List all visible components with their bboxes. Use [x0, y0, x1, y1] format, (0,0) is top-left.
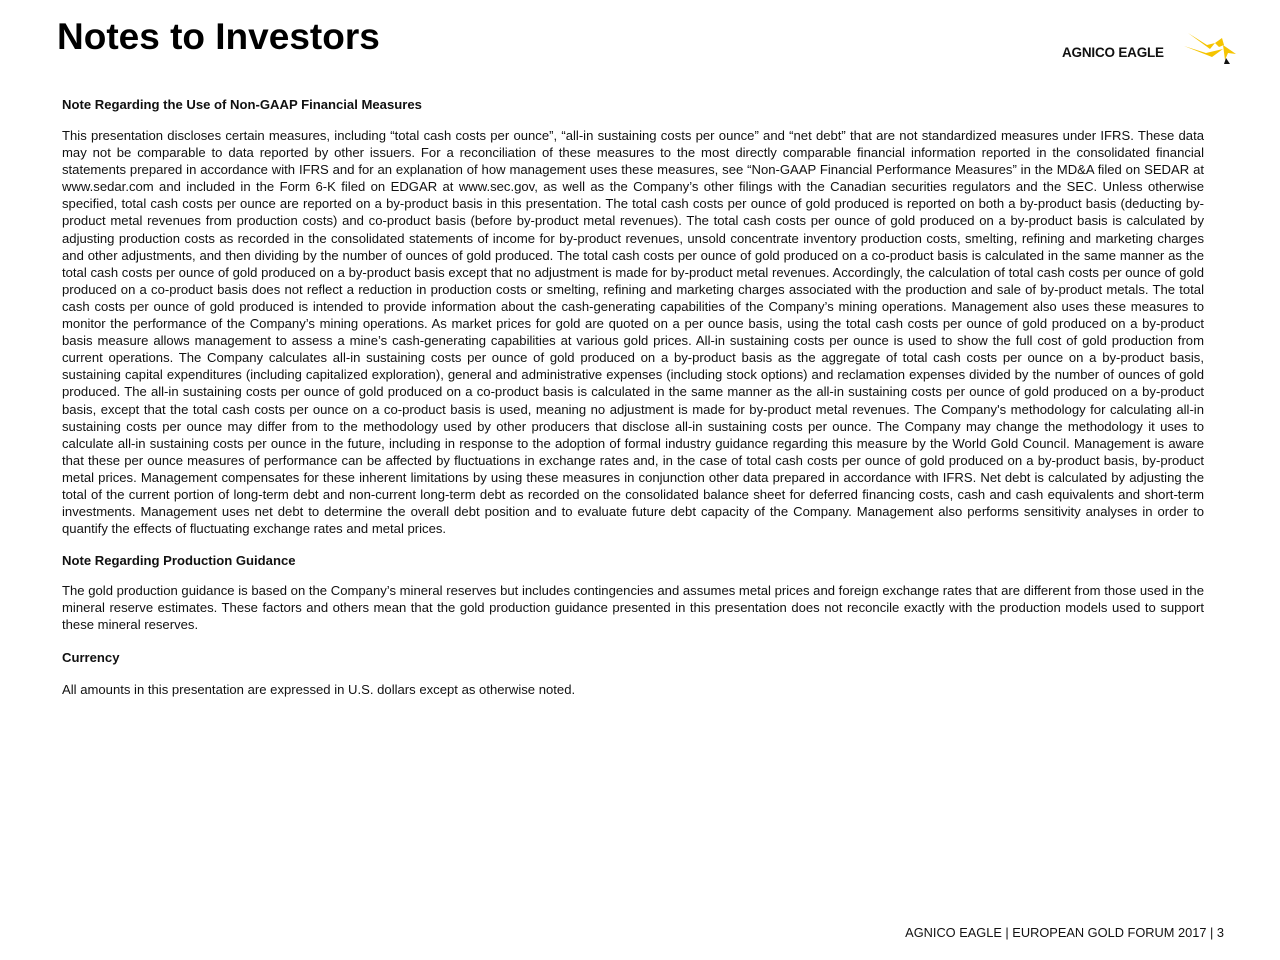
eagle-wing-icon	[1182, 30, 1238, 72]
page-footer: AGNICO EAGLE | EUROPEAN GOLD FORUM 2017 | 3	[905, 925, 1224, 940]
paragraph-production-guidance: The gold production guidance is based on the Company’s mineral reserves but includes contingencies and assumes metal prices and foreign exchange rates that are different from those used in the mineral reserve estimates. These factors and others mean that the gold production guidance presented in this presentation does not reconcile exactly with the production models used to support these mineral reserves.	[62, 583, 1204, 633]
notes-content	[62, 96, 1204, 698]
page-title: Notes to Investors	[57, 16, 380, 57]
section-heading-non-gaap: Note Regarding the Use of Non-GAAP Financial Measures	[62, 97, 422, 112]
section-heading-currency: Currency	[62, 649, 120, 665]
section-heading-production-guidance: Note Regarding Production Guidance	[62, 553, 296, 569]
logo-wordmark: AGNICO EAGLE	[1062, 45, 1164, 60]
paragraph-non-gaap: This presentation discloses certain measures, including “total cash costs per ounce”, “all-in sustaining costs per ounce” and “net debt” that are not standardized measures under IFRS. These data may not be comparable to data reported by other issuers. For a reconciliation of these measures to the most directly comparable financial information reported in the consolidated financial statements prepared in accordance with IFRS and for an explanation of how management uses these measures, see “Non-GAAP Financial Performance Measures” in the MD&A filed on SEDAR at www.sedar.com and included in the Form 6-K filed on EDGAR at www.sec.gov, as well as the Company’s other filings with the Canadian securities regulators and the SEC. Unless otherwise specified, total cash costs per ounce are reported on a by-product basis in this presentation. The total cash costs per ounce of gold produced is reported on both a by-product basis (deducting by-product metal revenues from production costs) and co-product basis (before by-product metal revenues). The total cash costs per ounce of gold produced on a by-product basis is calculated by adjusting production costs as recorded in the consolidated statements of income for by-product revenues, unsold concentrate inventory production costs, smelting, refining and marketing charges and other adjustments, and then dividing by the number of ounces of gold produced. The total cash costs per ounce of gold produced on a co-product basis is calculated in the same manner as the total cash costs per ounce of gold produced on a by-product basis except that no adjustment is made for by-product metal revenues. Accordingly, the calculation of total cash costs per ounce of gold produced on a co-product basis does not reflect a reduction in production costs or smelting, refining and marketing charges associated with the production and sale of by-product metals. The total cash costs per ounce of gold produced is intended to provide information about the cash-generating capabilities of the Company’s mining operations. Management also uses these measures to monitor the performance of the Company’s mining operations. As market prices for gold are quoted on a per ounce basis, using the total cash costs per ounce of gold produced on a by-product basis measure allows management to assess a mine’s cash-generating capabilities at various gold prices. All-in sustaining costs per ounce is used to show the full cost of gold production from current operations. The Company calculates all-in sustaining costs per ounce of gold produced on a by-product basis as the aggregate of total cash costs per ounce on a by-product basis, sustaining capital expenditures (including capitalized exploration), general and administrative expenses (including stock options) and reclamation expenses divided by the number of ounces of gold produced. The all-in sustaining costs per ounce of gold produced on a co-product basis is calculated in the same manner as the all-in sustaining costs per ounce of gold produced on a by-product basis, except that the total cash costs per ounce on a co-product basis is used, meaning no adjustment is made for by-product metal revenues. The Company's methodology for calculating all-in sustaining costs per ounce may differ from to the methodology used by other producers that disclose all-in sustaining costs per ounce. The Company may change the methodology it uses to calculate all-in sustaining costs per ounce in the future, including in response to the adoption of formal industry guidance regarding this measure by the World Gold Council. Management is aware that these per ounce measures of performance can be affected by fluctuations in exchange rates and, in the case of total cash costs per ounce of gold produced on a by-product basis, by-product metal prices. Management compensates for these inherent limitations by using these measures in conjunction other data prepared in accordance with IFRS. Net debt is calculated by adjusting the total of the current portion of long-term debt and non-current long-term debt as recorded on the consolidated balance sheet for deferred financing costs, cash and cash equivalents and short-term investments. Management uses net debt to determine the overall debt position and to evaluate future debt capacity of the Company. Management also performs sensitivity analyses in order to quantify the effects of fluctuating exchange rates and metal prices.	[62, 128, 1204, 537]
paragraph-currency: All amounts in this presentation are expressed in U.S. dollars except as otherwise noted.	[62, 681, 576, 697]
company-logo	[1062, 30, 1242, 74]
